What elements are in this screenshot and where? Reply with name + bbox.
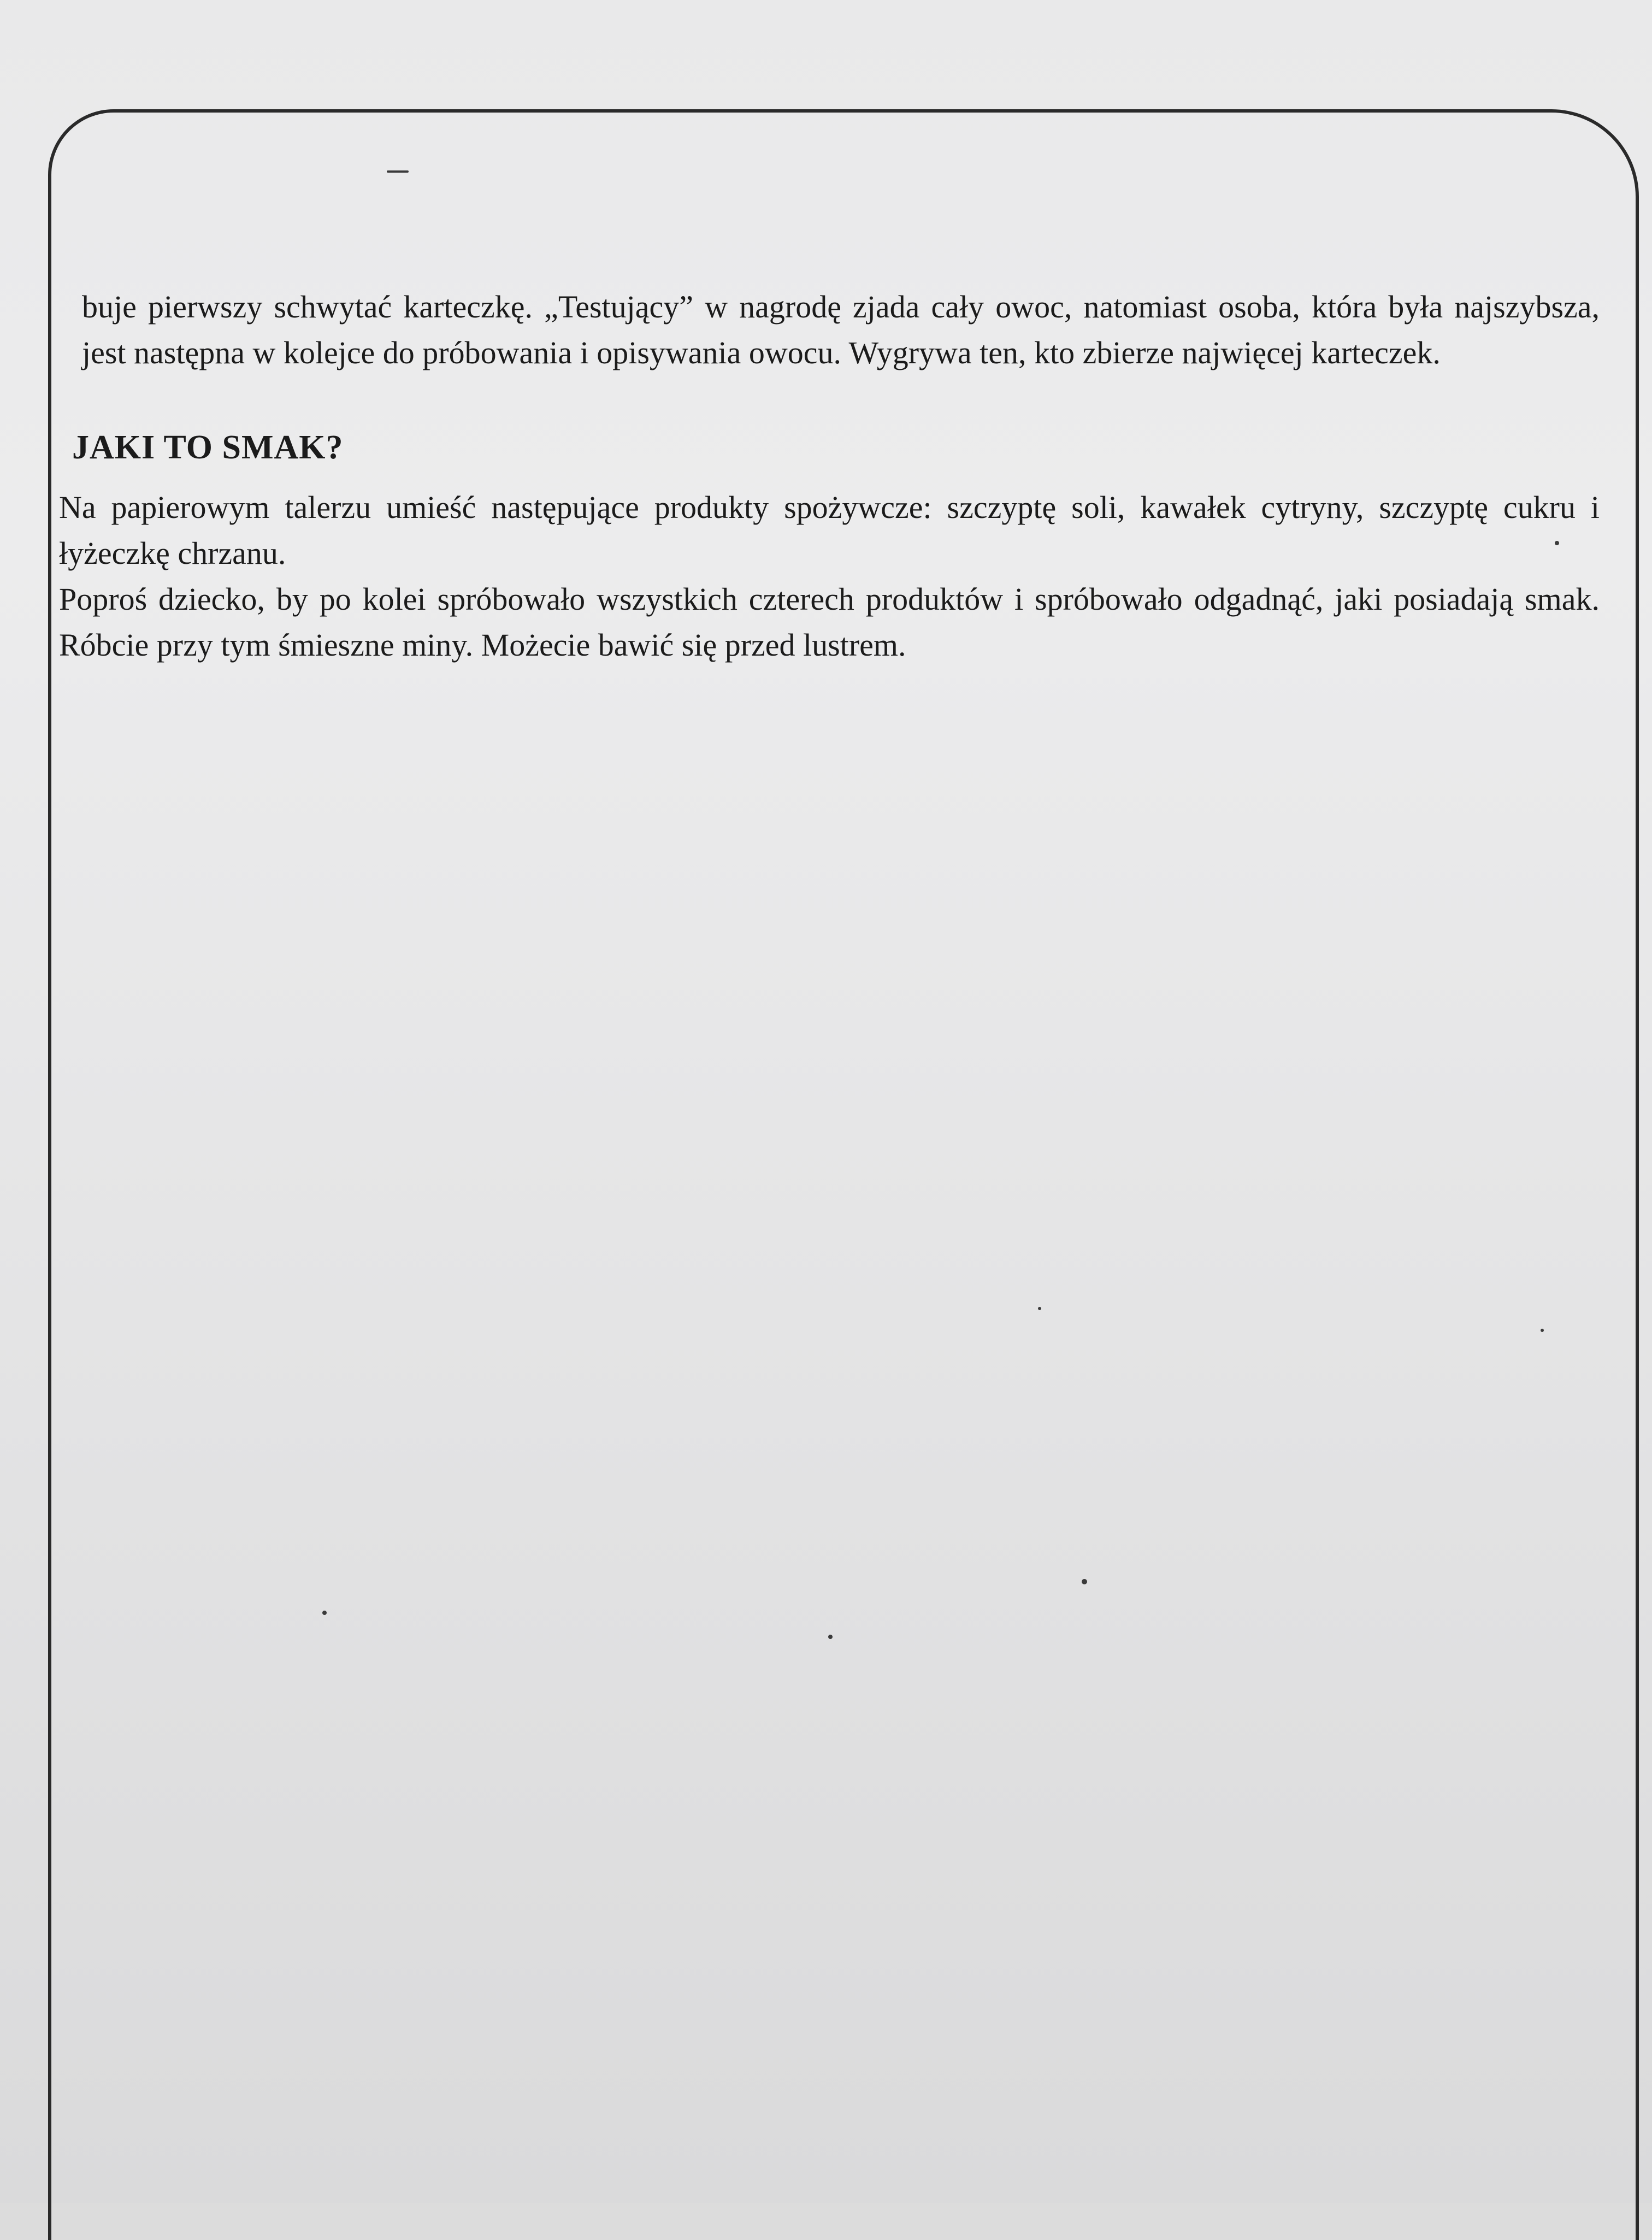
paper-speck xyxy=(1082,1579,1087,1584)
paper-speck xyxy=(322,1611,327,1615)
section-heading: JAKI TO SMAK? xyxy=(72,429,344,466)
instruction-paragraph-1: Na papierowym talerzu umieść następujące produkty spożywcze: szczyptę soli, kawałek cytryny, szczyptę cukru i łyżeczkę chrzanu. xyxy=(59,490,1600,571)
paper-speck xyxy=(1555,541,1559,545)
intro-paragraph: buje pierwszy schwytać karteczkę. „Testujący” w nagrodę zjada cały owoc, natomiast osoba, która była najszybsza, jest następna w kolejce do próbowania i opisywania owocu. Wygrywa ten, kto zbierze najwięcej karteczek. xyxy=(82,289,1600,370)
paper-speck xyxy=(828,1635,833,1639)
document-body xyxy=(59,284,1600,668)
paper-speck xyxy=(387,170,409,173)
paper-speck xyxy=(1038,1307,1041,1310)
instruction-paragraph-2: Poproś dziecko, by po kolei spróbowało wszystkich czterech produktów i spróbowało odgadnąć, jaki posiadają smak. Róbcie przy tym śmieszne miny. Możecie bawić się przed lustrem. xyxy=(59,581,1600,663)
paper-speck xyxy=(1541,1329,1544,1332)
